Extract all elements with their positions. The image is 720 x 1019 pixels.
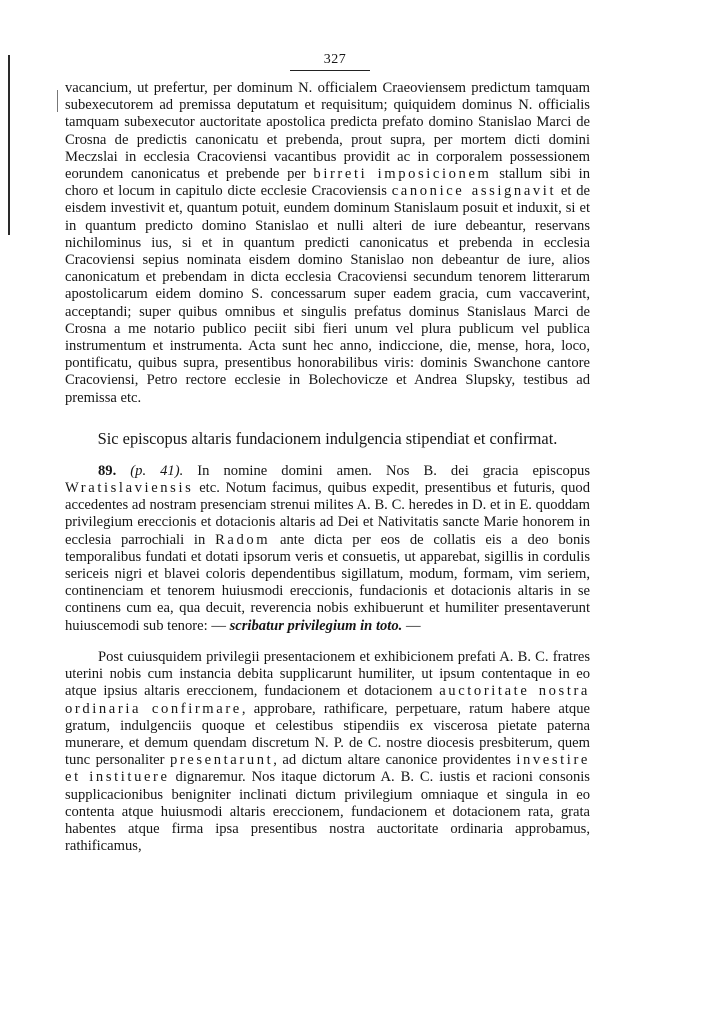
entry-number: 89. [98,462,117,479]
page-number-rule [290,70,370,71]
page-number: 327 [323,52,347,67]
binding-edge-line [8,55,10,235]
paragraph-gap [65,635,590,649]
text-run: vacancium, ut prefertur, per dominum N. officialem Craeoviensem predictum tamquam subexecutorem ad premissa deputatum et requisitum; quiquidem dominus N. officialis tamquam subexecutor auctoritate apostolica predicta prefato domino Stanislao Marci de Crosna de predictis canonicatu et prebenda, prout supra, per mortem dicti domini Meczslai in ecclesia Cracoviensi vacantibus providit ac in corporalem possessionem eorundem canonicatus et prebende per [65,80,590,183]
text-run: In nomine domini amen. Nos B. dei gracia episcopus [197,462,591,479]
text-run: ante dicta per eos de collatis eis a deo bonis temporalibus fundati et dotati ipsorum veris et consuetis, ut apparebat, sigillis in cordulis sericeis nigri et blavei coloris dependentibus sigillatum, modum, formam, vim seriem, continenciam et tenorem huiusmodi ereccionis, fundacionis et dotacionis altaris in se continens cum ea, qua decuit, reverencia nobis exhibuerunt et humiliter presentaverunt huiuscemodi sub tenore: — [65,531,591,634]
text-run: stallum sibi in choro et locum in capitulo dicte ecclesie Cracoviensis [65,166,591,200]
margin-mark [57,90,58,112]
text-run: — [405,617,421,634]
section-title: Sic episcopus altaris fundacionem indulgencia stipendiat et confirmat. [97,428,558,448]
page-reference: (p. 41). [130,462,184,479]
text-run: Post cuiusquidem privilegii presentacionem et exhibicionem prefati A. B. C. fratres uterini nobis cum instancia debita supplicarunt humiliter, ut ipsum contentaque in eo atque ipsius altaris ereccionem, fundacionem et dotacionem [65,648,590,700]
body-text [65,80,590,855]
text-run: , ad dictum altare canonice providentes [273,752,511,769]
text-run: dignaremur. Nos itaque dictorum A. B. C. iustis et racioni consonis supplicacionibus benigniter inclinati dictum privilegium omniaque et singula in eo contenta atque huiusmodi altaris ereccionem, fundacionem et dotacionem rata, grata habentes atque firma ipsa presentibus nostra auctoritate ordinaria approbamus, rathificamus, [65,769,590,855]
paragraph-continuation [65,80,590,407]
spaced-text: canonice assignavit [391,183,557,200]
paragraph-post [65,649,590,855]
spaced-text: birreti imposicionem [313,166,492,183]
text-run: , approbare, rathificare, perpetuare, ratum habere atque gratum, indulgenciis quoque et celestibus stipendiis ex viscerosa pietate paterna munerare, et demum quendam discretum N. P. de C. nostre diocesis presbiterum, quem tunc personaliter [65,700,590,769]
paragraph-entry-89 [65,463,590,635]
italic-instruction: scribatur privilegium in toto. [229,617,403,634]
spaced-text: presentarunt [169,752,274,769]
text-run: et de eisdem investivit et, quantum potuit, eundem dominum Stanislaum posuit et induxit, si et in quantum predicto domino Stanislao et nulli alteri de iure debeantur, reservans nichilominus ius, si et in quantum predicti canonicatus et prebenda in ecclesia Cracoviensi sepius nominata eisdem domino Stanislao non debeantur de iure, alios canonicatum et prebendam in dicta ecclesia Cracoviensi secundum tenorem litterarum apostolicarum eidem domino S. concessarum super eadem gracia, cum vaccaverint, acceptandi; super quibus omnibus et singulis prefatus dominus Stanislaus Marci de Crosna a me notario publico peciit sibi fieri unum vel plura publicum vel publica instrumentum et instrumenta. Acta sunt hec anno, indiccione, die, mense, hora, loco, pontificatu, quibus supra, presentibus honorabilibus viris: dominis Swanchone cantore Cracoviensi, Petro rectore ecclesie in Bolechovicze et Andrea Slupsky, testibus ad premissa etc. [65,183,590,406]
spaced-text: auctoritate nostra ordinaria confirmare [65,683,591,717]
text-run: etc. Notum facimus, quibus expedit, presentibus et futuris, quod accedentes ad nostram presenciam strenui milites A. B. C. heredes in D. et in E. quoddam privilegium ereccionis et dotacionis altaris ad Dei et Nativitatis sancte Marie honorem in ecclesia parrochiali in [65,480,590,548]
spaced-text: Wratislaviensis [65,480,194,497]
spaced-text: Radom [215,531,271,548]
spaced-text: investire et instituere [65,752,590,786]
